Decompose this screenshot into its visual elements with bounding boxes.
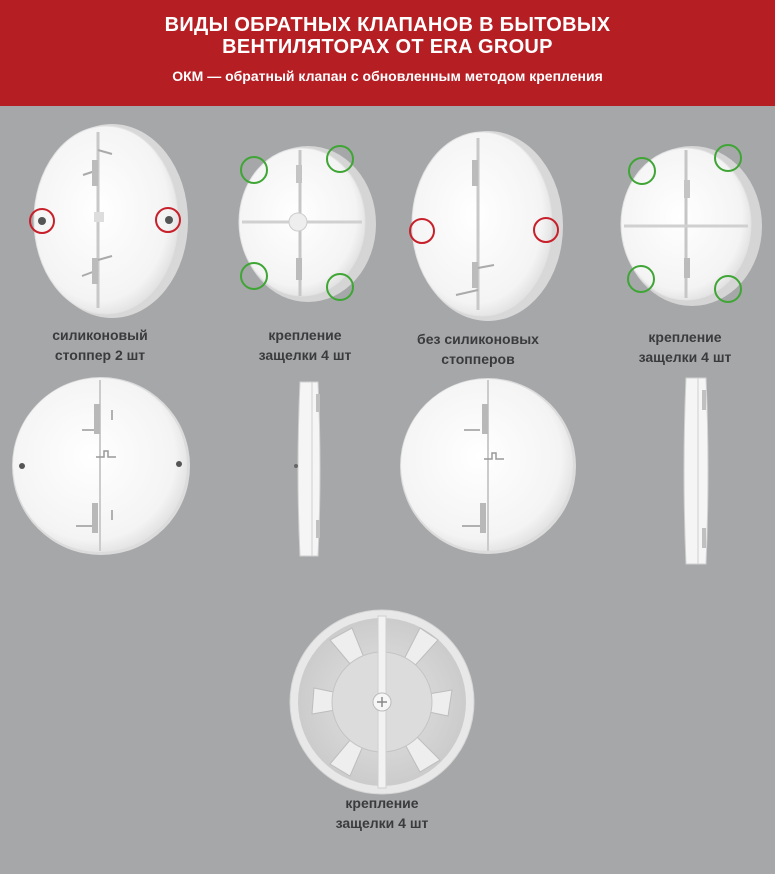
caption-line: без силиконовых (417, 331, 539, 347)
valve-front-view-stopper (12, 377, 190, 555)
caption-line: защелки 4 шт (638, 349, 732, 365)
caption-latch-mount (205, 325, 405, 365)
caption-line: крепление (648, 329, 722, 345)
valve-front-view-no-stopper (400, 378, 576, 554)
caption-fan-latch-mount (282, 793, 482, 833)
title-line-2: ВЕНТИЛЯТОРАХ ОТ ERA GROUP (222, 36, 553, 58)
title-line-1: ВИДЫ ОБРАТНЫХ КЛАПАНОВ В БЫТОВЫХ (164, 14, 611, 36)
caption-silicone-stopper (0, 325, 200, 365)
valve-latch-mount-image-2 (621, 146, 762, 306)
caption-line: защелки 4 шт (335, 815, 429, 831)
valve-side-view (294, 382, 320, 556)
caption-line: крепление (268, 327, 342, 343)
caption-line: стопперов (441, 351, 515, 367)
fan-housing-image (290, 610, 474, 794)
valve-no-stopper-image (412, 131, 563, 321)
caption-latch-mount-2 (585, 327, 775, 367)
page-subtitle: ОКМ — обратный клапан с обновленным методом крепления (172, 68, 603, 84)
caption-line: крепление (345, 795, 419, 811)
valve-latch-mount-image (239, 146, 376, 302)
caption-line: защелки 4 шт (258, 347, 352, 363)
valve-side-view-2 (684, 378, 708, 564)
valve-silicone-stopper-image (34, 124, 188, 318)
caption-line: силиконовый (52, 327, 148, 343)
caption-line: стоппер 2 шт (54, 347, 146, 363)
caption-no-stopper (378, 329, 578, 369)
